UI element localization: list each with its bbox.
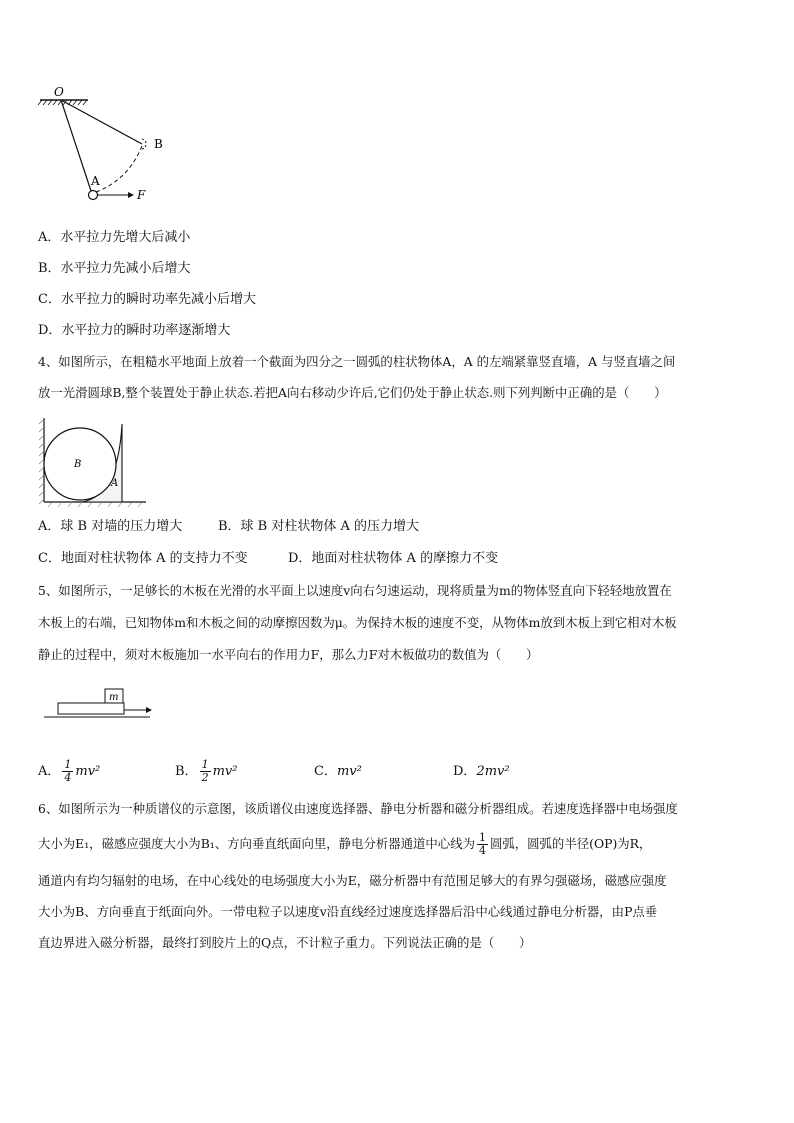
q4-stem-line1: 4、如图所示，在粗糙水平地面上放着一个截面为四分之一圆弧的柱状物体A，A 的左端紧靠竖直墙，A 与竖直墙之间 bbox=[38, 354, 676, 369]
q6-stem-line4: 大小为B、方向垂直于纸面向外。一带电粒子以速度v沿直线经过速度选择器后沿中心线通过静电分析器，由P点垂 bbox=[38, 904, 658, 919]
q6-stem-line2 bbox=[38, 830, 651, 858]
board-block-figure bbox=[42, 686, 157, 726]
label-F: F bbox=[137, 188, 146, 202]
pendulum-figure bbox=[36, 84, 176, 204]
q5-option-b bbox=[175, 758, 237, 786]
q3-option-d: D．水平拉力的瞬时功率逐渐增大 bbox=[38, 323, 231, 338]
q5-option-c-expr: mv² bbox=[336, 764, 362, 779]
q5-option-b-fraction bbox=[200, 759, 211, 784]
q4-option-b: B．球 B 对柱状物体 A 的压力增大 bbox=[218, 519, 420, 534]
q5-option-a-num: 1 bbox=[64, 758, 72, 771]
q5-option-b-prefix: B． bbox=[175, 764, 198, 779]
q3-option-c: C．水平拉力的瞬时功率先减小后增大 bbox=[38, 292, 256, 307]
q4-option-d: D．地面对柱状物体 A 的摩擦力不变 bbox=[288, 551, 499, 566]
q5-option-c bbox=[314, 758, 362, 786]
q5-option-c-prefix: C． bbox=[314, 764, 337, 779]
label-block-A: A bbox=[111, 478, 119, 489]
q4-stem-line2: 放一光滑圆球B,整个装置处于静止状态.若把A向右移动少许后,它们仍处于静止状态.则下列判断中正确的是（ ） bbox=[38, 385, 667, 400]
q6-quarter-fraction bbox=[477, 832, 488, 857]
q5-option-b-num: 1 bbox=[201, 758, 209, 771]
q5-stem-line1: 5、如图所示，一足够长的木板在光滑的水平面上以速度v向右匀速运动，现将质量为m的物体竖直向下轻轻地放置在 bbox=[38, 583, 672, 598]
q6-stem-line1: 6、如图所示为一种质谱仪的示意图，该质谱仪由速度选择器、静电分析器和磁分析器组成。若速度选择器中电场强度 bbox=[38, 801, 678, 816]
q4-option-c: C．地面对柱状物体 A 的支持力不变 bbox=[38, 551, 248, 566]
q6-line2-part2: 圆弧，圆弧的半径(OP)为R， bbox=[489, 836, 652, 851]
q6-fraction-den: 4 bbox=[478, 844, 486, 857]
q6-stem-line3: 通道内有均匀辐射的电场，在中心线处的电场强度大小为E，磁分析器中有范围足够大的有界匀强磁场，磁感应强度 bbox=[38, 873, 667, 888]
ball-wall-figure bbox=[38, 416, 148, 508]
q4-option-a: A．球 B 对墙的压力增大 bbox=[38, 519, 183, 534]
q5-option-d-expr: 2mv² bbox=[476, 764, 510, 779]
q6-fraction-num: 1 bbox=[478, 831, 486, 844]
q3-option-b: B．水平拉力先减小后增大 bbox=[38, 261, 191, 276]
q5-option-a-prefix: A． bbox=[38, 764, 61, 779]
q5-option-d bbox=[453, 758, 510, 786]
label-O: O bbox=[54, 85, 64, 99]
label-m: m bbox=[109, 692, 119, 703]
q6-line2-part1: 大小为E₁，磁感应强度大小为B₁、方向垂直纸面向里，静电分析器通道中心线为 bbox=[38, 836, 475, 851]
q5-option-b-den: 2 bbox=[201, 771, 209, 784]
q5-option-a bbox=[38, 758, 100, 786]
q5-option-a-den: 4 bbox=[64, 771, 72, 784]
q5-option-a-expr: mv² bbox=[75, 764, 101, 779]
label-B: B bbox=[154, 137, 163, 151]
q3-option-a: A．水平拉力先增大后减小 bbox=[38, 230, 191, 245]
q5-stem-line2: 木板上的右端，已知物体m和木板之间的动摩擦因数为μ。为保持木板的速度不变，从物体m放到木板上到它相对木板 bbox=[38, 615, 677, 630]
label-A: A bbox=[91, 174, 100, 188]
label-ball-B: B bbox=[74, 459, 82, 470]
q6-stem-line5: 直边界进入磁分析器，最终打到胶片上的Q点，不计粒子重力。下列说法正确的是（ ） bbox=[38, 935, 532, 950]
q5-option-d-prefix: D． bbox=[453, 764, 477, 779]
q5-option-a-fraction bbox=[62, 759, 73, 784]
q5-option-b-expr: mv² bbox=[212, 764, 238, 779]
q5-stem-line3: 静止的过程中，须对木板施加一水平向右的作用力F，那么力F对木板做功的数值为（ ） bbox=[38, 647, 539, 662]
